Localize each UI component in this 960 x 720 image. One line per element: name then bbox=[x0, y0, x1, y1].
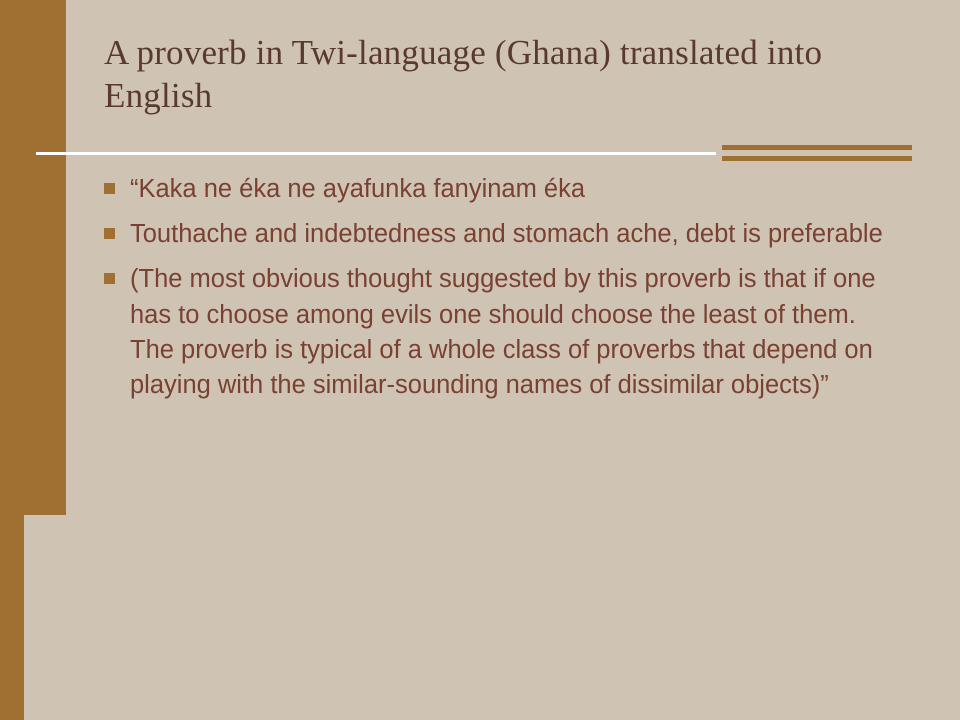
list-item bbox=[104, 172, 924, 207]
list-item-text: “Kaka ne éka ne ayafunka fanyinam éka bbox=[130, 175, 586, 203]
title-divider-accent-top bbox=[722, 145, 912, 150]
left-accent-block-lower bbox=[0, 515, 24, 720]
left-accent-block bbox=[24, 0, 66, 515]
title-divider bbox=[36, 152, 716, 155]
square-bullet-icon bbox=[104, 183, 115, 194]
title-divider-accent-bottom bbox=[722, 156, 912, 161]
list-item bbox=[104, 217, 924, 252]
list-item-text: (The most obvious thought suggested by this proverb is that if one has to choose among evils one should choose the least of them. The proverb is typical of a whole class of proverbs that depend on playing with the similar-sounding names of dissimilar objects)” bbox=[130, 265, 876, 399]
square-bullet-icon bbox=[104, 273, 115, 284]
slide-body bbox=[104, 172, 924, 413]
slide-title: A proverb in Twi-language (Ghana) translated into English bbox=[104, 33, 823, 115]
list-item bbox=[104, 262, 924, 403]
square-bullet-icon bbox=[104, 228, 115, 239]
list-item-text: Touthache and indebtedness and stomach ache, debt is preferable bbox=[130, 220, 883, 249]
